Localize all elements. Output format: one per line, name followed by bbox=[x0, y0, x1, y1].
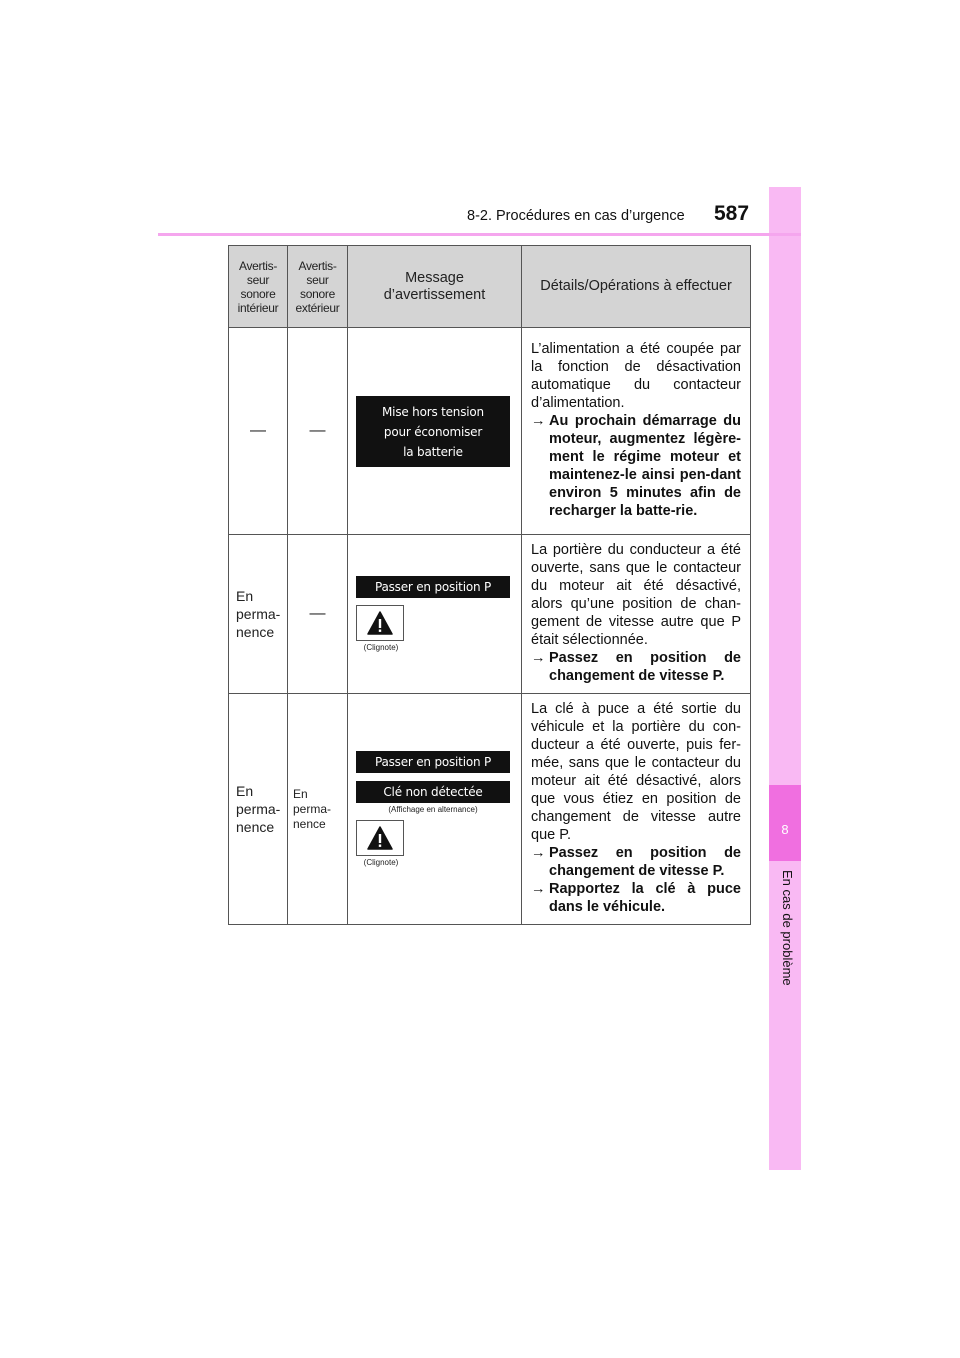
warning-table bbox=[228, 245, 751, 925]
details-cell: La clé à puce a été sortie du véhicule et la portière du con-ducteur a été ouverte, puis fer-mée, sans que le contacteur du moteur ait été désactivé, alors que vous étiez en position de changement de vitesse autre que P. → Passez en position de changement de vitesse P. → Rapportez la clé à puce dans le véhicule. bbox=[522, 694, 751, 925]
interior-buzzer-cell: En perma- nence bbox=[229, 535, 288, 694]
header-exterior-buzzer: Avertis- seur sonore extérieur bbox=[288, 246, 348, 328]
arrow-icon: → bbox=[531, 650, 546, 666]
chapter-tab bbox=[769, 187, 801, 1170]
message-display: Passer en position P bbox=[356, 751, 510, 773]
arrow-icon: → bbox=[531, 413, 546, 429]
chapter-label: En cas de problème bbox=[780, 870, 795, 986]
message-display-alternate: Clé non détectée bbox=[356, 781, 510, 803]
message-display: Passer en position P bbox=[356, 576, 510, 598]
table-header-row bbox=[229, 246, 751, 328]
arrow-icon: → bbox=[531, 881, 546, 897]
warning-triangle-icon bbox=[356, 605, 404, 641]
table-row bbox=[229, 328, 751, 535]
interior-buzzer-cell: — bbox=[229, 328, 288, 535]
interior-buzzer-cell: En perma- nence bbox=[229, 694, 288, 925]
page-number: 587 bbox=[714, 202, 750, 225]
chapter-number: 8 bbox=[781, 822, 789, 837]
message-cell bbox=[348, 535, 522, 694]
details-cell: L’alimentation a été coupée par la fonction de désactivation automatique du contacteur d’alimentation. → Au prochain démarrage du moteur, augmentez légère-ment le régime moteur et maintenez-le ainsi pen-dant environ 5 minutes afin de recharger la batte-rie. bbox=[522, 328, 751, 535]
exterior-buzzer-cell: En perma- nence bbox=[288, 694, 348, 925]
message-cell bbox=[348, 694, 522, 925]
arrow-icon: → bbox=[531, 845, 546, 861]
action-item: → Passez en position de changement de vitesse P. bbox=[531, 650, 741, 684]
table-row bbox=[229, 694, 751, 925]
alternate-caption: (Affichage en alternance) bbox=[388, 805, 478, 814]
header-warning-message: Message d’avertissement bbox=[348, 246, 522, 328]
action-item: → Au prochain démarrage du moteur, augmentez légère-ment le régime moteur et maintenez-le ainsi pen-dant environ 5 minutes afin de recharger la batte-rie. bbox=[531, 413, 741, 519]
action-item: → Passez en position de changement de vitesse P. bbox=[531, 845, 741, 879]
message-cell bbox=[348, 328, 522, 535]
header-interior-buzzer: Avertis- seur sonore intérieur bbox=[229, 246, 288, 328]
warning-triangle-icon bbox=[356, 820, 404, 856]
header-rule bbox=[158, 233, 801, 236]
action-item: → Rapportez la clé à puce dans le véhicule. bbox=[531, 881, 741, 915]
icon-caption: (Clignote) bbox=[363, 858, 399, 867]
exterior-buzzer-cell: — bbox=[288, 328, 348, 535]
details-cell: La portière du conducteur a été ouverte, sans que le contacteur du moteur ait été désactivé, alors qu’une position de chan-gement de vitesse autre que P était sélectionnée. → Passez en position de changement de vitesse P. bbox=[522, 535, 751, 694]
exterior-buzzer-cell: — bbox=[288, 535, 348, 694]
section-title: 8-2. Procédures en cas d’urgence bbox=[467, 208, 685, 224]
table-row bbox=[229, 535, 751, 694]
message-display: Mise hors tension pour économiser la batterie bbox=[356, 396, 510, 467]
header-details: Détails/Opérations à effectuer bbox=[522, 246, 751, 328]
icon-caption: (Clignote) bbox=[363, 643, 399, 652]
